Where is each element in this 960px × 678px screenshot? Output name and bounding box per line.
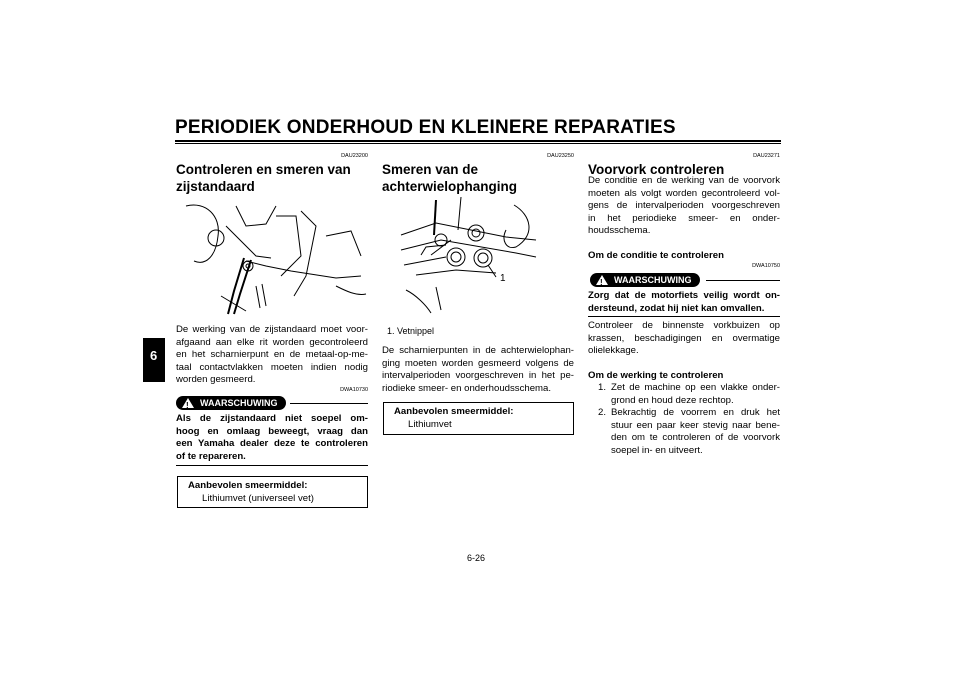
warning-text: Als de zijstandaard niet soepel om- hoog en omlaag beweegt, vraag dan een Yamaha dealer deze te controleren of te repareren. [176,413,368,462]
header-rule-thin [175,143,781,144]
header-rule [175,140,781,142]
warning-rule [706,280,781,281]
warning-header [176,396,368,410]
lubricant-box: Aanbevolen smeermiddel: Lithiumvet [383,402,574,435]
warning-code: DWA10730 [340,387,368,393]
chapter-tab [143,338,165,382]
warning-end-rule [588,316,780,317]
callout-1: 1 [500,273,506,284]
section-heading: Controleren en smeren van zijstandaard [176,162,351,194]
section-code: DAU23200 [341,153,368,159]
warning-end-rule [176,465,368,466]
rear-suspension-illustration [396,195,546,315]
warning-badge: ! WAARSCHUWING [590,273,700,287]
warning-icon [596,275,608,285]
figure-caption: 1. Vetnippel [387,326,435,336]
chapter-tab-label: 6 [150,348,158,363]
list-item: 2. Bekrachtig de voorrem en druk het stuur een paar keer stevig naar bene- den om te controleren of de voorvork soepel in- en uitveert. [598,407,780,456]
page-number: 6-26 [467,553,486,563]
condition-text: Controleer de binnenste vorkbuizen op krassen, beschadigingen en overmatige olielekkage. [588,320,780,356]
subheading: Om de conditie te controleren [588,250,724,261]
step-list [598,382,780,457]
section-code: DAU23271 [753,153,780,159]
page-header-title: PERIODIEK ONDERHOUD EN KLEINERE REPARATIES [175,117,676,138]
section-body: De werking van de zijstandaard moet voor- afgaand aan elke rit worden gecontroleerd en het scharnierpunt en de metaal-op-me- taal contactvlakken moeten indien nodig worden gesmeerd. [176,324,368,385]
section-code: DAU23250 [547,153,574,159]
warning-header [588,273,780,287]
side-stand-illustration [176,196,368,316]
warning-text: Zorg dat de motorfiets veilig wordt on- dersteund, zodat hij niet kan omvallen. [588,290,780,314]
section-heading: Voorvork controleren [588,162,725,177]
warning-rule [290,403,369,404]
warning-code: DWA10750 [752,263,780,269]
section-body: De scharnierpunten in de achterwielophan- ging moeten worden gesmeerd volgens de intervalperioden voorgeschreven in het pe- riodieke smeer- en onderhoudsschema. [382,345,574,394]
lubricant-box: Aanbevolen smeermiddel: Lithiumvet (universeel vet) [177,476,368,508]
list-item: 1. Zet de machine op een vlakke onder- grond en houd deze rechtop. [598,382,780,406]
subheading: Om de werking te controleren [588,370,724,381]
warning-icon [182,398,194,408]
section-heading: Smeren van de achterwielophanging [382,162,518,194]
warning-badge: ! WAARSCHUWING [176,396,286,410]
section-body: De conditie en de werking van de voorvork moeten als volgt worden gecontroleerd vol- gens de intervalperioden voorgeschreven in het periodieke smeer- en onder- houdsschema. [588,175,780,236]
